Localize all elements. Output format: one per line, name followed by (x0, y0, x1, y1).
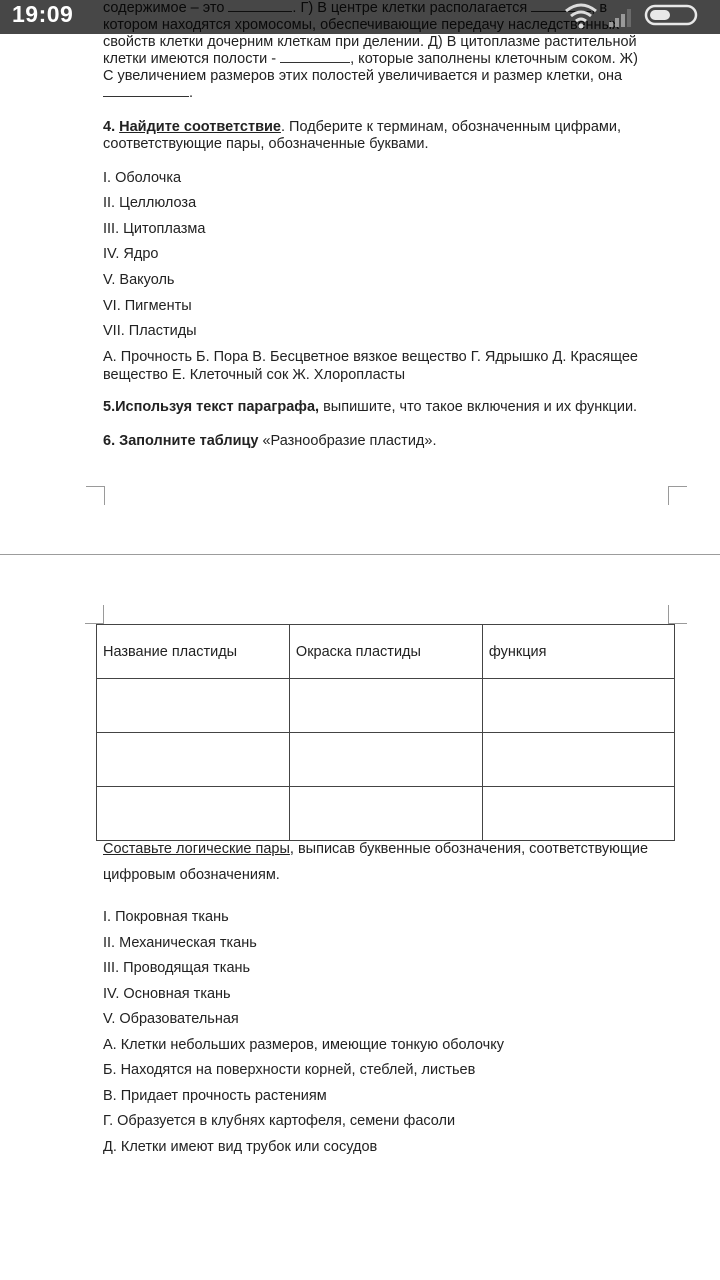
table-cell[interactable] (97, 679, 290, 733)
list-item: Д. Клетки имеют вид трубок или сосудов (103, 1139, 378, 1155)
task4-text: . Подберите к терминам, обозначенным цифрами, (280, 119, 622, 135)
list-item: II. Механическая ткань (103, 935, 257, 951)
task4-answers-line-2: вещество Е. Клеточный сок Ж. Хлоропласты (103, 367, 405, 383)
text-fragment: клетки имеются полости - (103, 51, 277, 67)
task4-text-line-2: соответствующие пары, обозначенные буквами. (103, 136, 429, 152)
task5 (103, 399, 637, 415)
list-item: В. Придает прочность растениям (103, 1088, 327, 1104)
table-header-cell: функция (482, 625, 674, 679)
table-cell[interactable] (97, 787, 290, 841)
page-separator (0, 554, 720, 555)
page-margin-mark (86, 486, 105, 505)
task6-text: «Разнообразие пластид». (258, 433, 437, 449)
status-time: 19:09 (12, 1, 74, 27)
list-item: II. Целлюлоза (103, 195, 197, 211)
answer-blank (280, 62, 350, 63)
task5-text: выпишите, что такое включения и их функции. (319, 399, 638, 415)
table-header-cell: Окраска пластиды (289, 625, 482, 679)
table-cell[interactable] (289, 679, 482, 733)
table-cell[interactable] (289, 787, 482, 841)
table-header-row (97, 625, 675, 679)
list-item: Б. Находятся на поверхности корней, стеблей, листьев (103, 1062, 476, 1078)
list-item: I. Оболочка (103, 170, 182, 186)
table-row (97, 787, 675, 841)
paragraph-line-6 (103, 85, 193, 101)
plastid-table (96, 624, 675, 841)
table-cell[interactable] (97, 733, 290, 787)
page-margin-mark (85, 605, 104, 624)
table-header-cell: Название пластиды (97, 625, 290, 679)
table-cell[interactable] (482, 679, 674, 733)
wifi-icon (564, 2, 598, 30)
page-margin-mark (668, 486, 687, 505)
task6-bold: 6. Заполните таблицу (103, 433, 259, 449)
task4-title: Найдите соответствие (119, 119, 281, 135)
task7-text: , выписав буквенные обозначения, соответствующие (289, 841, 649, 857)
text-fragment: . (189, 85, 194, 101)
list-item: А. Клетки небольших размеров, имеющие тонкую оболочку (103, 1037, 504, 1053)
table-cell[interactable] (289, 733, 482, 787)
status-icons (506, 2, 706, 32)
status-bar (0, 0, 720, 34)
table-row (97, 733, 675, 787)
task7-underlined: Составьте логические пары (103, 841, 290, 857)
task4-answers-line-1: А. Прочность Б. Пора В. Бесцветное вязкое вещество Г. Ядрышко Д. Красящее (103, 349, 638, 365)
task7-text-line-2: цифровым обозначениям. (103, 867, 280, 883)
list-item: VI. Пигменты (103, 298, 192, 314)
list-item: III. Цитоплазма (103, 221, 206, 237)
paragraph-line-3: свойств клетки дочерним клеткам при делении. Д) В цитоплазме растительной (103, 34, 637, 50)
battery-icon (644, 4, 700, 28)
answer-blank (103, 96, 189, 97)
task4-heading (103, 119, 621, 135)
task5-bold: 5.Используя текст параграфа, (103, 399, 320, 415)
list-item: IV. Основная ткань (103, 986, 231, 1002)
text-fragment: , которые заполнены клеточным соком. Ж) (350, 51, 638, 67)
table-cell[interactable] (482, 787, 674, 841)
page-margin-mark (668, 605, 687, 624)
paragraph-line-4 (103, 51, 638, 67)
list-item: I. Покровная ткань (103, 909, 229, 925)
task6 (103, 433, 436, 449)
list-item: VII. Пластиды (103, 323, 197, 339)
list-item: V. Образовательная (103, 1011, 239, 1027)
paragraph-line-5: С увеличением размеров этих полостей увеличивается и размер клетки, она (103, 68, 623, 84)
list-item: III. Проводящая ткань (103, 960, 251, 976)
list-item: IV. Ядро (103, 246, 159, 262)
task7-heading (103, 841, 648, 857)
table-cell[interactable] (482, 733, 674, 787)
signal-icon (608, 6, 632, 28)
table-row (97, 679, 675, 733)
list-item: V. Вакуоль (103, 272, 175, 288)
task4-number: 4. (103, 119, 116, 135)
list-item: Г. Образуется в клубнях картофеля, семени фасоли (103, 1113, 456, 1129)
